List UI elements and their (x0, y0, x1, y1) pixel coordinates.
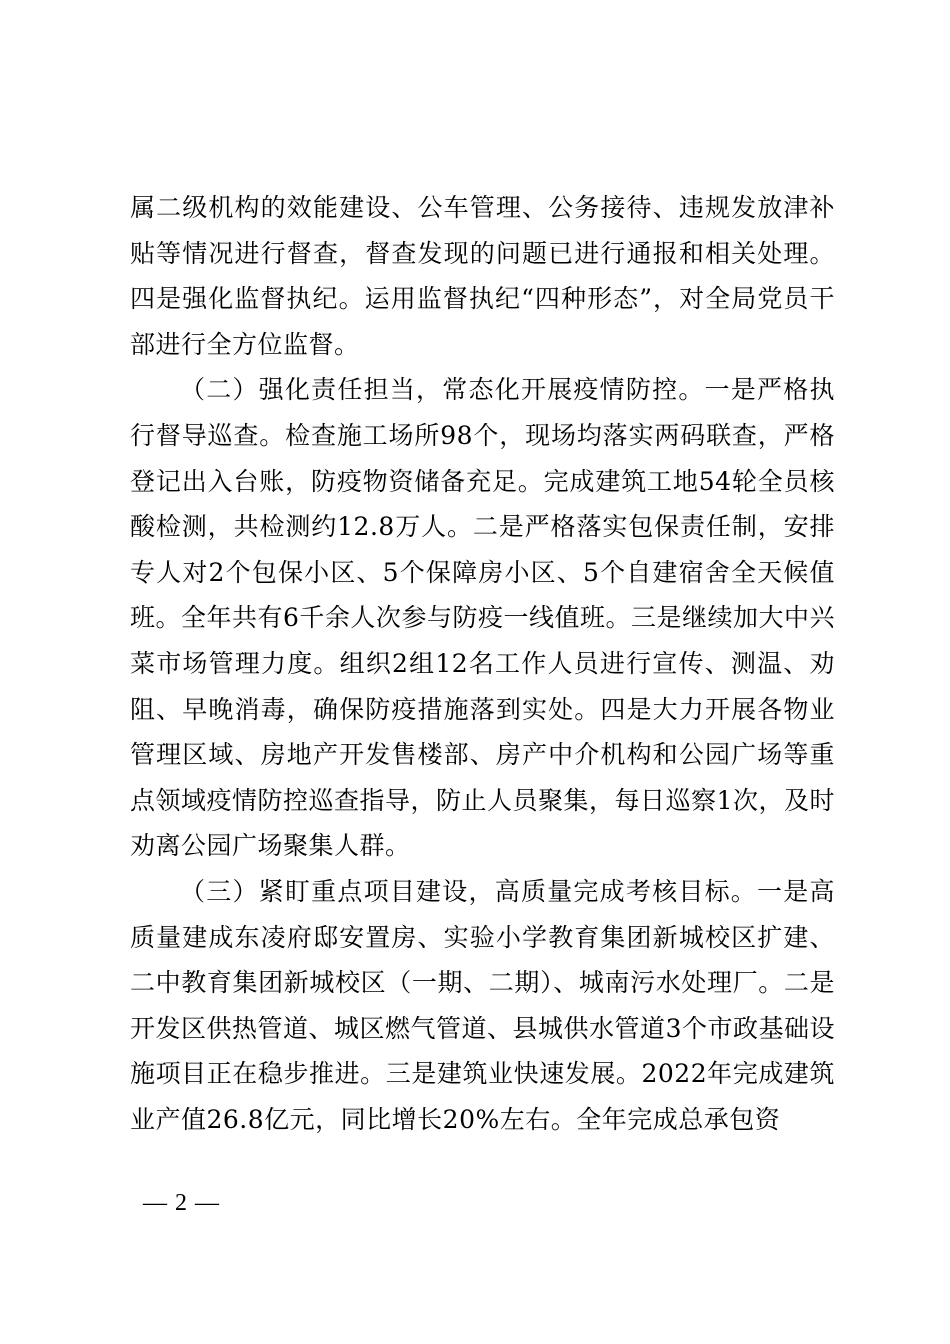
document-body (130, 185, 835, 1142)
page-number: — 2 — (143, 1190, 220, 1216)
paragraph-epidemic-prevention: （二）强化责任担当，常态化开展疫情防控。一是严格执行督导巡查。检查施工场所98个，现场均落实两码联查，严格登记出入台账，防疫物资储备充足。完成建筑工地54轮全员核酸检测，共检测约12.8万人。二是严格落实包保责任制，安排专人对2个包保小区、5个保障房小区、5个自建宿舍全天候值班。全年共有6千余人次参与防疫一线值班。三是继续加大中兴菜市场管理力度。组织2组12名工作人员进行宣传、测温、劝阻、早晚消毒，确保防疫措施落到实处。四是大力开展各物业管理区域、房地产开发售楼部、房产中介机构和公园广场等重点领域疫情防控巡查指导，防止人员聚集，每日巡察1次，及时劝离公园广场聚集人群。 (130, 375, 835, 861)
paragraph-supervision-continued: 属二级机构的效能建设、公车管理、公务接待、违规发放津补贴等情况进行督查，督查发现的问题已进行通报和相关处理。四是强化监督执纪。运用监督执纪“四种形态”，对全局党员干部进行全方位监督。 (130, 193, 835, 359)
paragraph-key-projects: （三）紧盯重点项目建设，高质量完成考核目标。一是高质量建成东凌府邸安置房、实验小学教育集团新城校区扩建、二中教育集团新城校区（一期、二期）、城南污水处理厂。二是开发区供热管道、城区燃气管道、县城供水管道3个市政基础设施项目正在稳步推进。三是建筑业快速发展。2022年完成建筑业产值26.8亿元，同比增长20%左右。全年完成总承包资 (130, 876, 835, 1134)
